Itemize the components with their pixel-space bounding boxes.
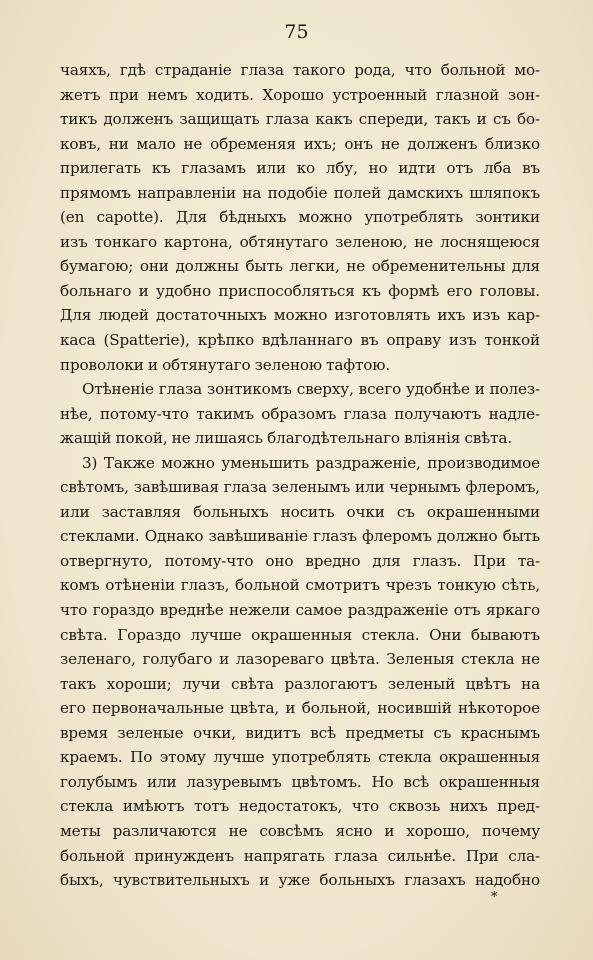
text-line: чаяхъ, гдѣ страданіе глаза такого рода, что больной мо- [60,61,540,79]
text-line: комъ отѣненіи глазъ, больной смотритъ чрезъ тонкую сѣть, [60,576,540,595]
text-line: каса (Spatterie), крѣпко вдѣланнаго въ оправу изъ тонкой [60,331,540,350]
text-line: отвергнуто, потому-что оно вредно для глазъ. При та- [60,551,540,570]
text-line: изъ тонкаго картона, обтянутаго зеленою, не лоснящеюся [60,232,540,251]
text-line: Отѣненіе глаза зонтикомъ сверху, всего удобнѣе и полез- [82,380,540,399]
text-line: нѣе, потому-что такимъ образомъ глаза получаютъ надле- [60,404,540,423]
text-line: или заставляя больныхъ носить очки съ окрашенными [60,502,540,521]
text-line: ковъ, ни мало не обременяя ихъ; онъ не долженъ близко [60,134,540,153]
text-line: такъ хороши; лучи свѣта разлогаютъ зеленый цвѣтъ на [60,674,540,693]
page-number: 75 [284,21,309,43]
text-line: что гораздо вреднѣе нежели самое раздраженіе отъ яркаго [60,601,540,620]
text-line: бумагою; они должны быть легки, не обременительны для [60,257,540,276]
text-line: стеклами. Однако завѣшиваніе глазъ флеромъ должно быть [60,527,540,546]
signature-mark: * [491,890,498,905]
body-text [60,58,540,893]
text-line: жащій покой, не лишаясь благодѣтельнаго вліянія свѣта. [60,429,512,448]
text-line: 3) Также можно уменьшить раздраженіе, производимое [82,453,540,472]
text-line: краемъ. По этому лучше употреблять стекла окрашенныя [60,748,540,767]
text-line: жетъ при немъ ходить. Хорошо устроенный глазной зон- [60,85,540,104]
text-line: его первоначальные цвѣта, и больной, носившій нѣкоторое [60,699,540,718]
text-line: тикъ долженъ защищать глаза какъ спереди, такъ и съ бо- [60,110,540,129]
text-line: свѣта. Гораздо лучше окрашенныя стекла. Они бываютъ [60,625,540,644]
text-line: больной принужденъ напрягать глаза сильнѣе. При сла- [60,846,540,865]
text-line: больнаго и удобно приспособляться къ формѣ его головы. [60,281,540,300]
text-line: время зеленые очки, видитъ всѣ предметы съ краснымъ [60,723,540,742]
text-line: зеленаго, голубаго и лазореваго цвѣта. Зеленыя стекла не [60,650,540,669]
text-line: свѣтомъ, завѣшивая глаза зеленымъ или чернымъ флеромъ, [60,478,540,497]
text-line: прилегать къ глазамъ или ко лбу, но идти отъ лба въ [60,159,540,178]
text-line: голубымъ или лазуревымъ цвѣтомъ. Но всѣ окрашенныя [60,772,540,791]
text-line: стекла имѣютъ тотъ недостатокъ, что сквозь нихъ пред- [60,797,540,816]
text-line: меты различаются не совсѣмъ ясно и хорошо, почему [60,821,540,840]
text-line: прямомъ направленіи на подобіе полей дамскихъ шляпокъ [60,183,540,202]
text-line: (en capotte). Для бѣдныхъ можно употреблять зонтики [60,208,540,227]
text-line: Для людей достаточныхъ можно изготовлять ихъ изъ кар- [60,306,540,325]
text-line: быхъ, чувствительныхъ и уже больныхъ глазахъ надобно [60,871,540,890]
text-line: проволоки и обтянутаго зеленою тафтою. [60,355,391,374]
